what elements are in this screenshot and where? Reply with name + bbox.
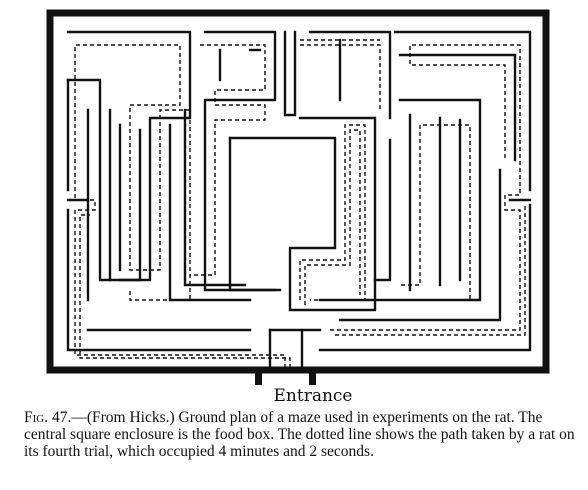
maze-inner-walls <box>68 32 530 368</box>
caption-figure-number: Fig. 47. <box>24 409 72 426</box>
caption-body: —(From Hicks.) Ground plan of a maze used in experiments on the rat. The central square enclosure is the food box. The dotted line shows the path taken by a rat on its fourth trial, which occupied 4 minutes and 2 seconds. <box>24 409 575 460</box>
figure-caption <box>24 409 582 460</box>
maze-outer-wall <box>50 13 546 370</box>
entrance-label: Entrance <box>273 386 353 406</box>
